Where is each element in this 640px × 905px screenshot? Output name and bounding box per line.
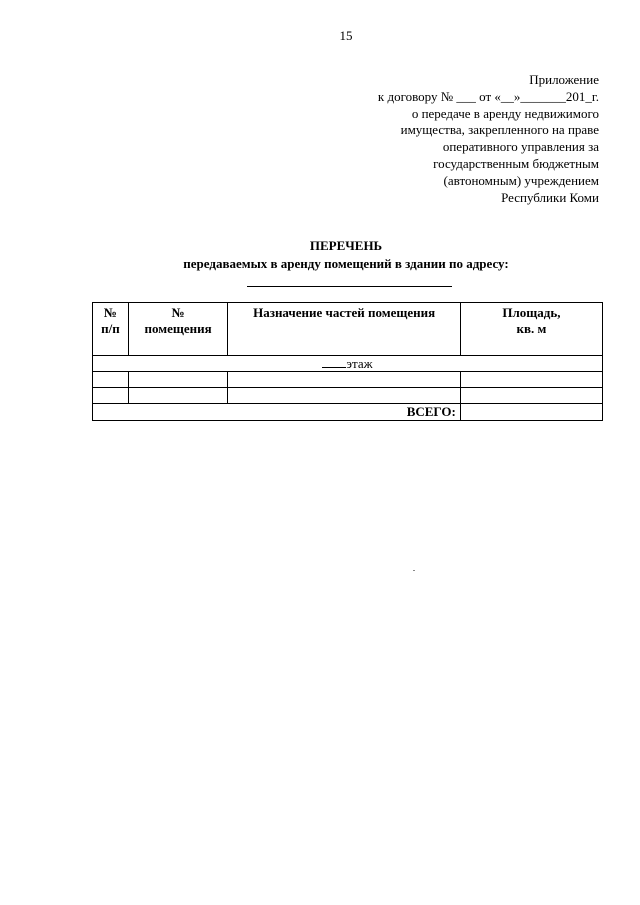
total-row xyxy=(93,404,603,421)
header-purpose xyxy=(228,303,460,356)
appendix-line: о передаче в аренду недвижимого xyxy=(411,105,599,121)
table-cell xyxy=(128,372,228,388)
header-area xyxy=(460,303,602,356)
appendix-line: к договору № ___ от «__»_______201_г. xyxy=(377,88,599,104)
appendix-line: (автономным) учреждением xyxy=(443,172,599,188)
document-subtitle: передаваемых в аренду помещений в здании по адресу: xyxy=(183,256,509,271)
table-cell xyxy=(93,388,129,404)
header-area-line1: Площадь, xyxy=(502,305,561,320)
appendix-line: Республики Коми xyxy=(501,189,599,205)
table-cell xyxy=(460,372,602,388)
address-blank-line xyxy=(247,286,452,287)
header-room-number-line1: № xyxy=(171,305,185,320)
table-row xyxy=(93,372,603,388)
floor-cell xyxy=(93,356,603,372)
header-room-number-line2: помещения xyxy=(144,321,212,336)
table-cell xyxy=(228,372,460,388)
floor-blank xyxy=(322,356,346,368)
appendix-line: государственным бюджетным xyxy=(433,155,599,171)
appendix-block xyxy=(299,72,599,206)
page-number: 15 xyxy=(339,28,353,43)
header-row-number-line1: № xyxy=(103,305,117,320)
header-row-number-line2: п/п xyxy=(101,321,120,336)
table-cell xyxy=(128,388,228,404)
floor-row xyxy=(93,356,603,372)
header-row-number xyxy=(93,303,129,356)
appendix-line: имущества, закрепленного на праве xyxy=(400,122,599,138)
scan-speck xyxy=(413,570,415,571)
header-area-line2: кв. м xyxy=(516,321,547,336)
document-title: ПЕРЕЧЕНЬ xyxy=(309,238,383,253)
floor-label: этаж xyxy=(346,356,373,371)
table-cell xyxy=(228,388,460,404)
table-cell xyxy=(460,388,602,404)
header-purpose-text: Назначение частей помещения xyxy=(253,305,436,320)
table-header-row xyxy=(93,303,603,356)
table-cell xyxy=(93,372,129,388)
table-row xyxy=(93,388,603,404)
total-label: ВСЕГО: xyxy=(93,404,461,421)
appendix-line: оперативного управления за xyxy=(442,139,599,155)
total-value-cell xyxy=(460,404,602,421)
premises-table xyxy=(92,302,603,421)
header-room-number xyxy=(128,303,228,356)
appendix-line: Приложение xyxy=(529,72,599,87)
